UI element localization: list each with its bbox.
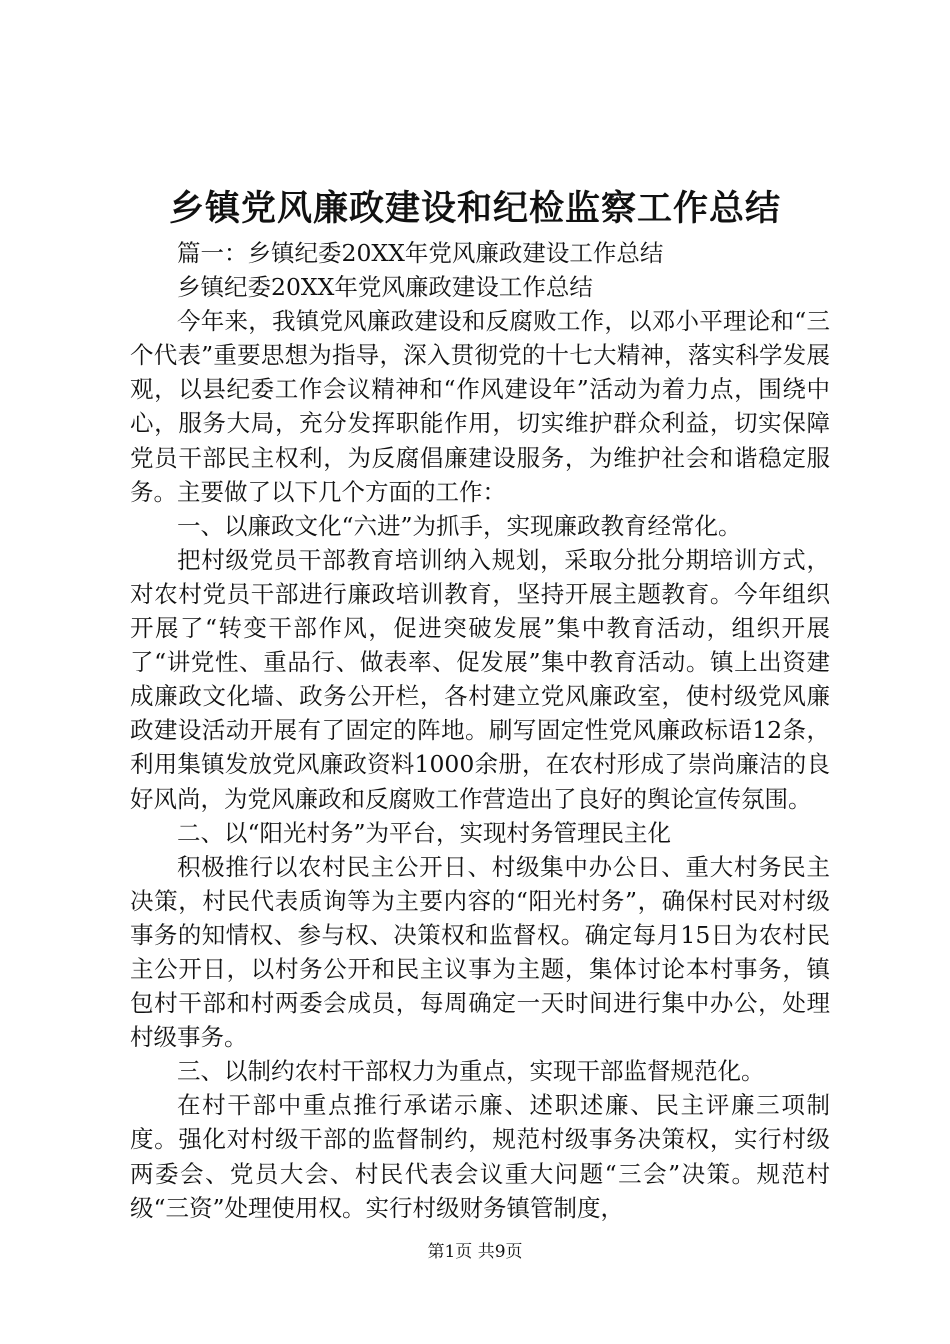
paragraph-supervision: 在村干部中重点推行承诺示廉、述职述廉、民主评廉三项制度。强化对村级干部的监督制约，规范村级事务决策权，实行村级两委会、党员大会、村民代表会议重大问题“三会”决策。规范村级“三资”处理使用权。实行村级财务镇管制度， — [130, 1091, 830, 1222]
section-subtitle: 篇一：乡镇纪委20XX年党风廉政建设工作总结 — [177, 239, 664, 267]
paragraph-education: 把村级党员干部教育培训纳入规划，采取分批分期培训方式，对农村党员干部进行廉政培训教育，坚持开展主题教育。今年组织开展了“转变干部作风，促进突破发展”集中教育活动，组织开展了“讲党性、重品行、做表率、促发展”集中教育活动。镇上出资建成廉政文化墙、政务公开栏，各村建立党风廉政室，使村级党风廉政建设活动开展有了固定的阵地。刷写固定性党风廉政标语12条，利用集镇发放党风廉政资料1000余册，在农村形成了崇尚廉洁的良好风尚，为党风廉政和反腐败工作营造出了良好的舆论宣传氛围。 — [130, 545, 830, 813]
document-title: 乡镇党风廉政建设和纪检监察工作总结 — [168, 188, 781, 229]
heading-two: 二、以“阳光村务”为平台，实现村务管理民主化 — [177, 818, 672, 847]
document-body — [130, 236, 830, 1225]
article-title: 乡镇纪委20XX年党风廉政建设工作总结 — [177, 273, 593, 302]
paragraph-village-affairs: 积极推行以农村民主公开日、村级集中办公日、重大村务民主决策，村民代表质询等为主要内容的“阳光村务”，确保村民对村级事务的知情权、参与权、决策权和监督权。确定每月15日为农村民主公开日，以村务公开和民主议事为主题，集体讨论本村事务，镇包村干部和村两委会成员，每周确定一天时间进行集中办公，处理村级事务。 — [130, 852, 830, 1052]
page-number-footer: 第1页 共9页 — [427, 1242, 523, 1262]
paragraph-intro: 今年来，我镇党风廉政建设和反腐败工作，以邓小平理论和“三个代表”重要思想为指导，深入贯彻党的十七大精神，落实科学发展观，以县纪委工作会议精神和“作风建设年”活动为着力点，围绕中心，服务大局，充分发挥职能作用，切实维护群众利益，切实保障党员干部民主权利，为反腐倡廉建设服务，为维护社会和谐稳定服务。主要做了以下几个方面的工作： — [130, 307, 830, 506]
heading-three: 三、以制约农村干部权力为重点，实现干部监督规范化。 — [177, 1057, 765, 1086]
heading-one: 一、以廉政文化“六进”为抓手，实现廉政教育经常化。 — [177, 511, 742, 540]
